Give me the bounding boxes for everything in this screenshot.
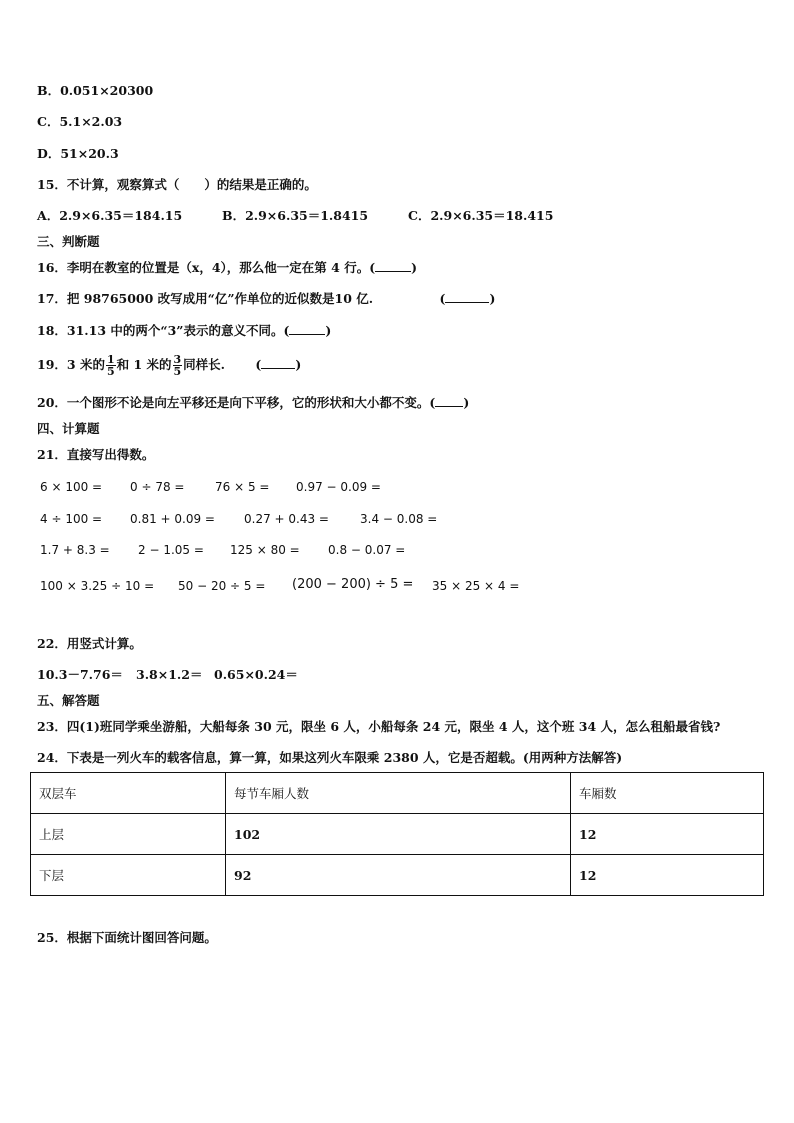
paren-close: ) [411, 260, 418, 275]
mental-math-item: 4 ÷ 100 = [40, 512, 103, 526]
mental-math-item: 50 − 20 ÷ 5 = [178, 579, 266, 593]
fraction-three-fifths: $\frac{3}{5}$ [173, 353, 182, 378]
question-20 [37, 395, 469, 411]
answer-blank[interactable] [445, 302, 489, 303]
mental-math-item: 35 × 25 × 4 = [432, 579, 520, 593]
answer-blank[interactable] [375, 271, 411, 272]
answer-blank[interactable] [261, 368, 295, 369]
paren-close: ) [325, 323, 332, 338]
mental-math-item: (200 − 200) ÷ 5 = [292, 577, 414, 592]
question-17-text: 17．把 98765000 改写成用“亿”作单位的近似数是10 亿. [37, 291, 374, 306]
mental-math-item: 100 × 3.25 ÷ 10 = [40, 579, 155, 593]
table-cell: 下层 [31, 855, 226, 896]
section-word-problems-title: 五、解答题 [37, 693, 100, 708]
table-cell: 上层 [31, 814, 226, 855]
question-18 [37, 323, 331, 339]
question-25: 25．根据下面统计图回答问题。 [37, 930, 217, 945]
paren-close: ) [489, 291, 496, 306]
question-19-suffix: 同样长. [183, 357, 226, 372]
table-cell: 92 [226, 855, 571, 896]
question-19 [37, 350, 301, 380]
question-20-text: 20．一个图形不论是向左平移还是向下平移，它的形状和大小都不变。( [37, 395, 436, 410]
mental-math-item: 0.8 − 0.07 = [328, 543, 406, 557]
paren-open: ( [439, 291, 446, 306]
mental-math-item: 0.97 − 0.09 = [296, 480, 381, 494]
fraction-one-fifth: $\frac{1}{5}$ [106, 353, 115, 378]
answer-blank[interactable] [435, 406, 463, 407]
question-17 [37, 291, 495, 307]
table-cell: 12 [571, 814, 764, 855]
table-cell: 102 [226, 814, 571, 855]
vertical-calc-item: 0.65×0.24＝ [214, 667, 298, 682]
question-18-text: 18．31.13 中的两个“3”表示的意义不同。( [37, 323, 290, 338]
mental-math-item: 6 × 100 = [40, 480, 103, 494]
table-header-row [31, 773, 764, 814]
question-22: 22．用竖式计算。 [37, 636, 142, 651]
mental-math-item: 2 − 1.05 = [138, 543, 204, 557]
paren-close: ) [463, 395, 470, 410]
paren-open: ( [255, 357, 262, 372]
mental-math-item: 1.7 + 8.3 = [40, 543, 110, 557]
mental-math-item: 76 × 5 = [215, 480, 270, 494]
vertical-calc-item: 3.8×1.2＝ [136, 667, 203, 682]
train-passenger-table [30, 772, 764, 896]
paren-close: ) [295, 357, 302, 372]
section-judgement-title: 三、判断题 [37, 234, 100, 249]
question-21: 21．直接写出得数。 [37, 447, 155, 462]
table-cell: 12 [571, 855, 764, 896]
option-b: B．0.051×20300 [37, 83, 154, 98]
table-row [31, 814, 764, 855]
question-15: 15．不计算，观察算式（ ）的结果是正确的。 [37, 177, 317, 192]
question-19-middle: 和 1 米的 [116, 357, 172, 372]
mental-math-item: 0.81 + 0.09 = [130, 512, 215, 526]
table-row [31, 855, 764, 896]
answer-blank[interactable] [289, 334, 325, 335]
mental-math-item: 0.27 + 0.43 = [244, 512, 329, 526]
q15-option-b: B．2.9×6.35＝1.8415 [222, 208, 369, 223]
q15-option-a: A．2.9×6.35＝184.15 [37, 208, 183, 223]
vertical-calc-item: 10.3－7.76＝ [37, 667, 123, 682]
table-header-cell: 双层车 [31, 773, 226, 814]
table-header-cell: 车厢数 [571, 773, 764, 814]
mental-math-item: 0 ÷ 78 = [130, 480, 185, 494]
section-calculation-title: 四、计算题 [37, 421, 100, 436]
table-header-cell: 每节车厢人数 [226, 773, 571, 814]
mental-math-item: 125 × 80 = [230, 543, 300, 557]
option-c: C．5.1×2.03 [37, 114, 123, 129]
question-19-prefix: 19．3 米的 [37, 357, 105, 372]
question-16-text: 16．李明在教室的位置是（x，4），那么他一定在第 4 行。( [37, 260, 376, 275]
mental-math-item: 3.4 − 0.08 = [360, 512, 438, 526]
question-24: 24．下表是一列火车的载客信息，算一算，如果这列火车限乘 2380 人，它是否超载。(用两种方法解答) [37, 750, 623, 765]
q15-option-c: C．2.9×6.35＝18.415 [408, 208, 554, 223]
question-16 [37, 260, 417, 276]
option-d: D．51×20.3 [37, 146, 119, 161]
question-23: 23．四(1)班同学乘坐游船，大船每条 30 元，限坐 6 人，小船每条 24 元，限坐 4 人，这个班 34 人，怎么租船最省钱? [37, 719, 721, 734]
